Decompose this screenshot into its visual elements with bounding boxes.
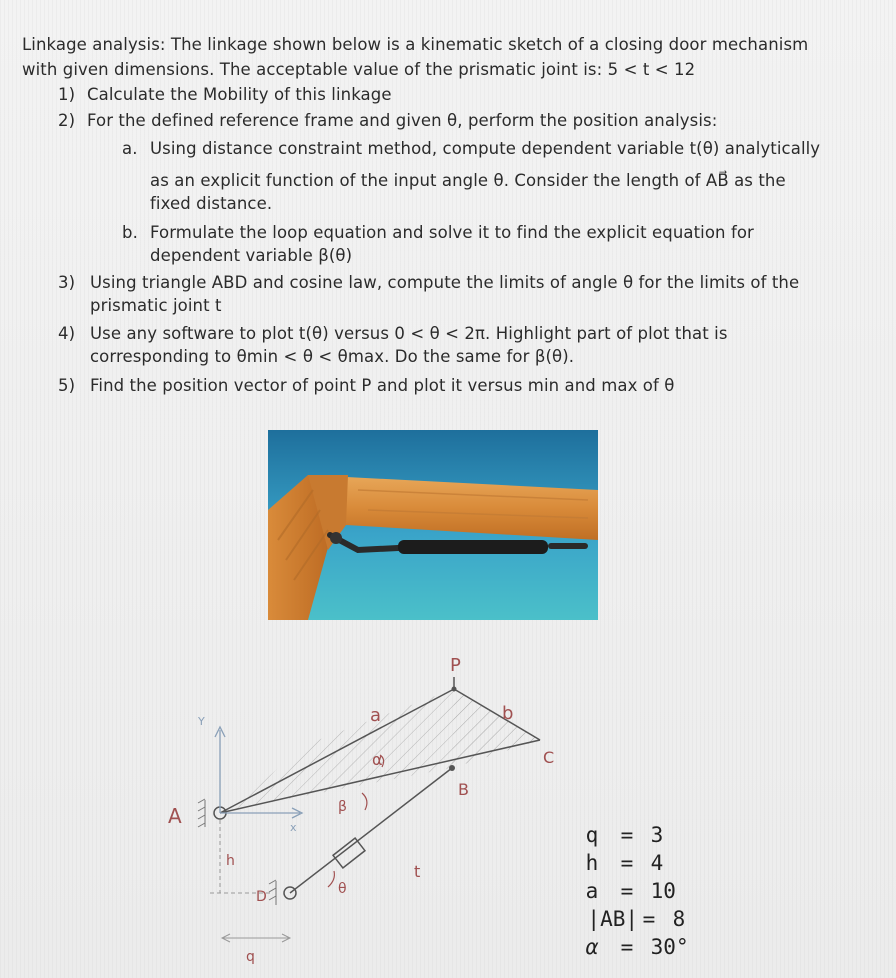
joint-b (449, 765, 455, 771)
item-number: a. (122, 139, 138, 158)
item-number: 5) (58, 376, 76, 395)
label-alpha: α (372, 750, 383, 769)
param-value: 4 (650, 851, 664, 875)
label-h: h (226, 853, 235, 869)
param-symbol: q (585, 823, 599, 847)
label-x: x (290, 821, 297, 834)
item-number: 3) (58, 273, 76, 292)
intro-line-2: with given dimensions. The acceptable value of the prismatic joint is: 5 < t < 12 (22, 60, 696, 79)
item-2-text: For the defined reference frame and given θ, perform the position analysis: (87, 111, 718, 130)
label-c: C (543, 748, 555, 767)
param-value: 10 (650, 879, 676, 903)
label-p: P (450, 655, 461, 676)
item-2a-text-3: fixed distance. (150, 194, 273, 213)
item-number: 4) (58, 324, 76, 343)
item-number: b. (122, 223, 138, 242)
param-row: α = 30° (568, 935, 711, 959)
param-symbol: |AB| (587, 907, 638, 931)
ground-d (269, 880, 276, 905)
item-3-text-2: prismatic joint t (90, 296, 222, 315)
item-2a-text-1: Using distance constraint method, compute dependent variable t(θ) analytically (150, 139, 821, 158)
param-value: 8 (672, 907, 686, 931)
hatched-region (452, 689, 540, 768)
label-d: D (256, 889, 267, 905)
door-closer-photo (268, 430, 598, 620)
label-y: Y (198, 715, 205, 728)
item-2b-text-2: dependent variable β(θ) (150, 246, 353, 265)
param-row: |AB| = 8 (568, 907, 713, 931)
label-b-point: B (458, 780, 469, 799)
intro-line-1: Linkage analysis: The linkage shown below is a kinematic sketch of a closing door mechanism (22, 35, 809, 54)
label-b: b (502, 703, 514, 724)
param-row: h = 4 (568, 851, 701, 875)
param-symbol: a (585, 879, 599, 903)
item-4-text-1: Use any software to plot t(θ) versus 0 < θ < 2π. Highlight part of plot that is (90, 324, 728, 343)
param-row: a = 10 (568, 879, 701, 903)
item-number: 2) (58, 111, 76, 130)
item-2b-text-1: Formulate the loop equation and solve it to find the explicit equation for (150, 223, 754, 242)
param-row: q = 3 (568, 823, 701, 847)
item-2a-text-2: as an explicit function of the input angle θ. Consider the length of AB⃗ as the (150, 171, 786, 190)
label-t: t (414, 862, 421, 881)
ground-a (198, 799, 205, 827)
item-number: 1) (58, 85, 76, 104)
item-1-text: Calculate the Mobility of this linkage (87, 85, 392, 104)
label-theta: θ (338, 881, 347, 897)
label-q: q (246, 949, 255, 965)
param-symbol: h (585, 851, 599, 875)
param-value: 3 (650, 823, 664, 847)
label-a: a (370, 705, 382, 726)
label-a-point: A (168, 804, 182, 828)
label-beta: β (338, 799, 347, 815)
item-3-text-1: Using triangle ABD and cosine law, compute the limits of angle θ for the limits of the (90, 273, 800, 292)
param-symbol: α (585, 935, 599, 959)
joint-p (452, 687, 457, 692)
kinematic-sketch (150, 655, 870, 975)
param-value: 30° (650, 935, 689, 959)
item-4-text-2: corresponding to θmin < θ < θmax. Do the same for β(θ). (90, 347, 575, 366)
item-5-text: Find the position vector of point P and plot it versus min and max of θ (90, 376, 675, 395)
prismatic-slider (333, 838, 365, 868)
